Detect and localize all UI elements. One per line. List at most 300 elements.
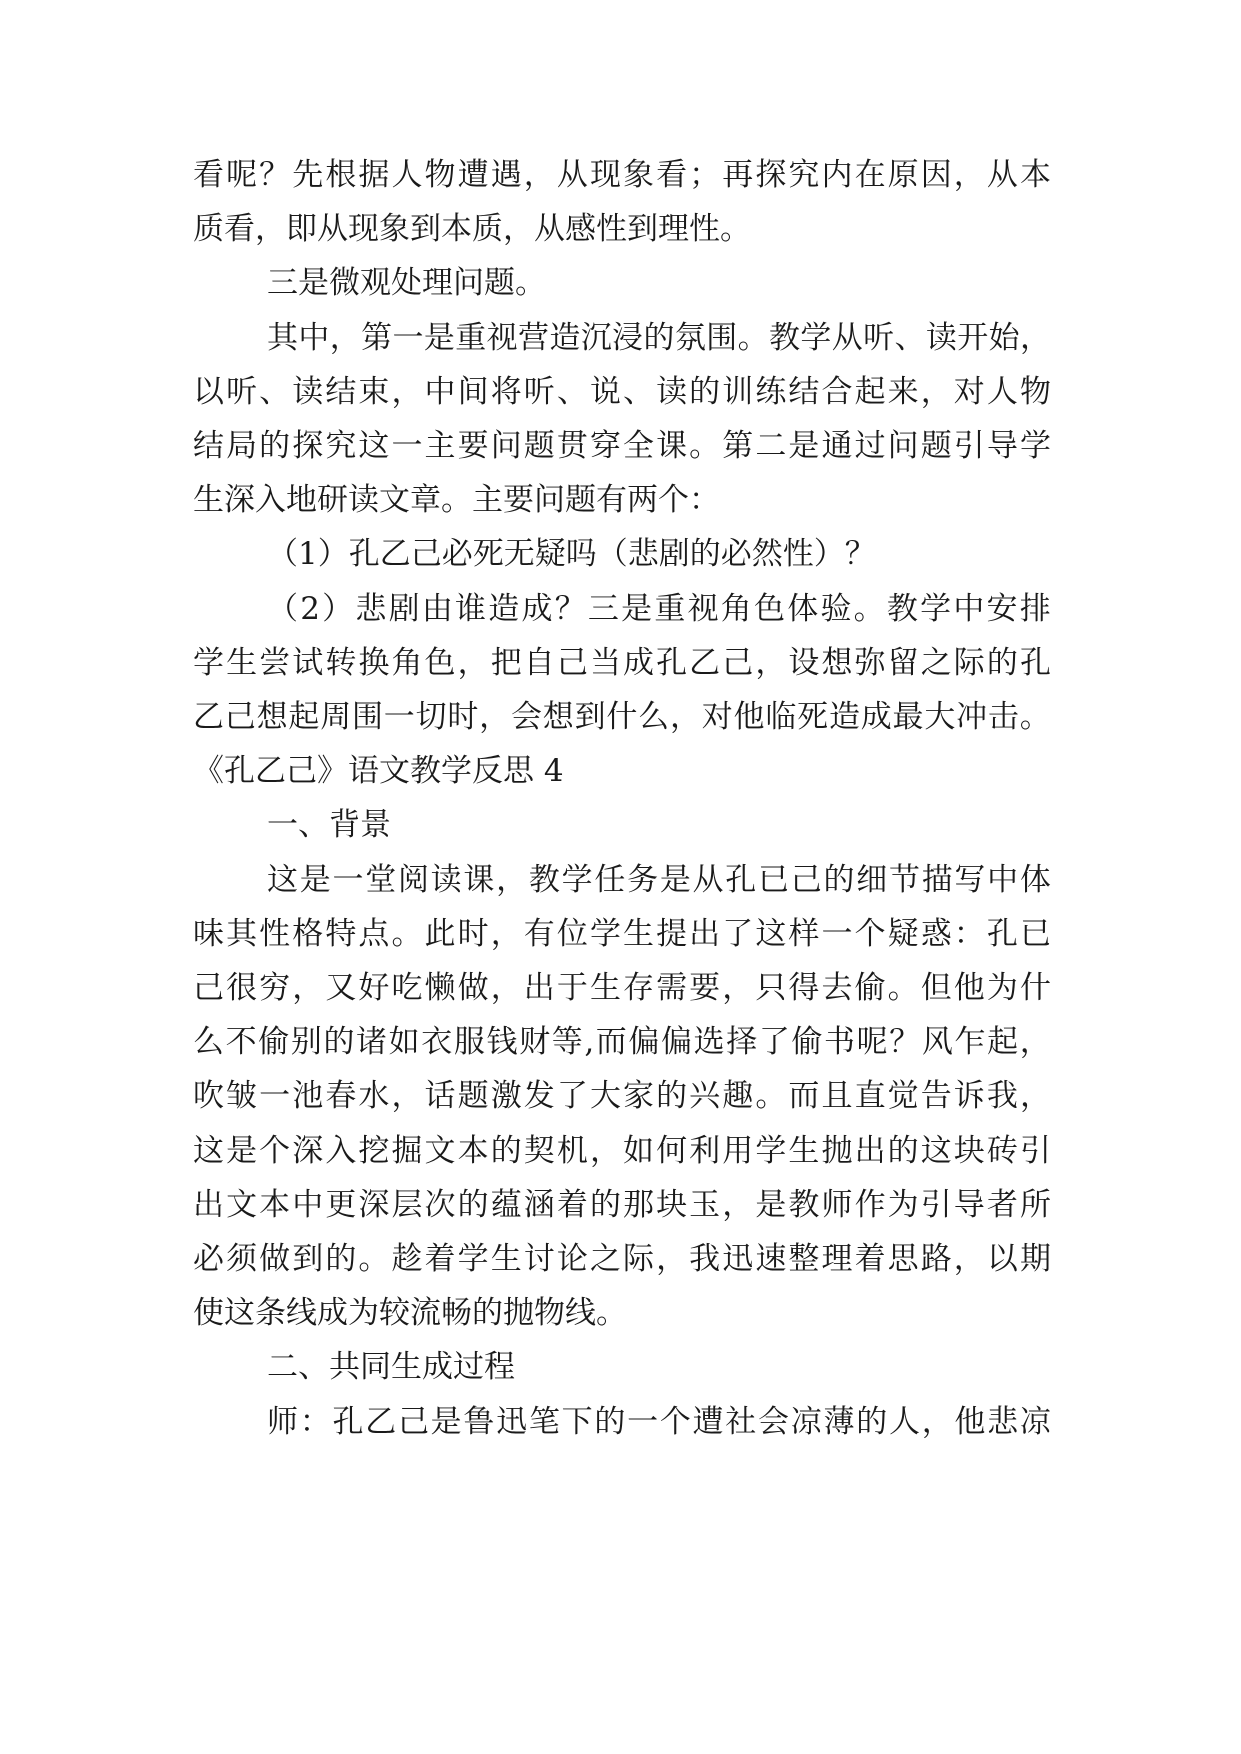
- text-char: 偏: [628, 1024, 660, 1061]
- text-char: 听: [863, 319, 895, 356]
- text-char: ：: [299, 1403, 331, 1440]
- text-char: 凉: [790, 1403, 822, 1440]
- text-char: 须: [226, 1241, 258, 1277]
- text-char: ，: [669, 699, 701, 735]
- text-char: 水: [358, 1078, 390, 1115]
- text-char: 是: [423, 319, 455, 356]
- text-char: 我: [986, 1078, 1018, 1115]
- text-char: ，: [953, 1241, 985, 1277]
- text-char: 引: [1019, 1132, 1051, 1169]
- text-char: 围: [706, 319, 738, 356]
- text-char: 一: [383, 699, 415, 735]
- text-char: 读: [292, 373, 324, 410]
- text-char: 了: [556, 1078, 588, 1115]
- text-char: 角: [391, 644, 423, 681]
- text-line: [193, 1185, 1051, 1225]
- text-char: ，: [1019, 1078, 1051, 1115]
- text-char: 学: [1019, 428, 1051, 464]
- text-char: 引: [920, 1186, 952, 1223]
- text-char: 块: [656, 1186, 688, 1223]
- text-line: [267, 318, 1051, 358]
- text-char: 原: [887, 157, 919, 193]
- text-char: 什: [1019, 970, 1051, 1006]
- text-char: 凉: [1019, 1403, 1051, 1440]
- text-line: 质看，即从现象到本质，从感性到理性。: [193, 211, 751, 248]
- text-char: 别: [290, 1024, 322, 1061]
- text-char: 整: [788, 1241, 820, 1277]
- text-char: 做: [259, 1241, 291, 1277]
- text-char: 。: [1019, 699, 1051, 735]
- text-char: 路: [920, 1241, 952, 1277]
- text-char: 的: [594, 1403, 626, 1440]
- text-char: 题: [523, 428, 555, 464]
- text-char: 对: [953, 373, 985, 410]
- text-char: 是: [430, 1403, 462, 1440]
- text-char: 尝: [259, 644, 291, 681]
- text-char: 成: [860, 699, 892, 735]
- text-char: ，: [722, 1186, 754, 1223]
- text-char: 问: [887, 428, 919, 464]
- text-char: 细: [856, 861, 888, 898]
- text-char: 。: [887, 970, 919, 1006]
- text-char: 大: [589, 1078, 621, 1115]
- text-char: 块: [953, 1132, 985, 1169]
- text-char: 弥: [854, 644, 886, 681]
- text-char: 导: [986, 428, 1018, 464]
- text-char: 特: [325, 915, 357, 952]
- text-char: ，: [921, 1403, 953, 1440]
- text-char: 2: [300, 590, 320, 627]
- text-line: （1）孔乙己必死无疑吗（悲剧的必然性）？: [267, 536, 876, 573]
- text-char: 色: [424, 644, 456, 681]
- text-char: 师: [267, 1403, 298, 1440]
- text-char: 由: [421, 590, 453, 627]
- text-char: 是: [621, 590, 653, 627]
- text-char: ；: [689, 157, 721, 193]
- text-char: 根: [325, 157, 357, 193]
- text-char: 、: [623, 373, 655, 410]
- text-char: 中: [298, 319, 330, 356]
- text-char: 时: [447, 699, 479, 735]
- text-char: 听: [523, 373, 555, 410]
- text-char: 穷: [259, 970, 291, 1006]
- text-char: 味: [193, 915, 224, 952]
- text-line: 生深入地研读文章。主要问题有两个：: [193, 482, 720, 519]
- text-char: 作: [854, 1186, 886, 1223]
- text-line: [267, 589, 1051, 629]
- text-char: 究: [325, 428, 357, 464]
- text-char: 学: [920, 590, 952, 627]
- text-char: 浸: [612, 319, 644, 356]
- text-char: 临: [765, 699, 797, 735]
- text-char: 其: [226, 915, 258, 952]
- text-char: 机: [556, 1132, 588, 1169]
- text-char: 偏: [661, 1024, 692, 1061]
- text-char: 着: [854, 1241, 886, 1277]
- text-char: 等: [551, 1024, 583, 1061]
- text-char: 一: [392, 319, 424, 356]
- text-char: ？: [554, 590, 586, 627]
- text-char: 诉: [953, 1078, 985, 1115]
- text-char: 位: [556, 915, 588, 952]
- text-char: 迅: [496, 1403, 528, 1440]
- text-char: 必: [193, 1241, 224, 1277]
- text-char: 自: [523, 644, 555, 681]
- text-char: 题: [457, 1078, 489, 1115]
- text-char: ，: [479, 699, 511, 735]
- text-char: 想: [542, 699, 574, 735]
- text-char: 这: [920, 1132, 952, 1169]
- text-char: 学: [561, 861, 593, 898]
- text-char: 围: [351, 699, 383, 735]
- text-line: [193, 1076, 1051, 1116]
- text-char: 要: [457, 428, 489, 464]
- text-char: 一: [332, 861, 364, 898]
- text-char: 当: [589, 644, 621, 681]
- text-char: 已: [758, 861, 790, 898]
- text-char: 兴: [689, 1078, 721, 1115]
- text-char: 告: [920, 1078, 952, 1115]
- text-char: 之: [920, 644, 952, 681]
- text-char: 选: [693, 1024, 725, 1061]
- text-char: 内: [821, 157, 853, 193]
- text-char: 会: [758, 1403, 790, 1440]
- text-char: 想: [821, 644, 853, 681]
- text-char: 去: [821, 970, 853, 1006]
- text-char: 结: [193, 428, 224, 464]
- text-char: 看: [193, 157, 224, 193]
- text-char: 遇: [490, 157, 522, 193]
- text-char: 以: [986, 1241, 1018, 1277]
- text-char: 孔: [725, 861, 757, 898]
- text-char: 的: [643, 319, 675, 356]
- text-char: 是: [226, 1132, 258, 1169]
- text-char: 的: [323, 1024, 355, 1061]
- text-char: 。: [358, 1241, 390, 1277]
- text-char: 鲁: [463, 1403, 495, 1440]
- text-char: 现: [589, 157, 621, 193]
- text-char: 三: [587, 590, 619, 627]
- text-char: ，: [722, 970, 754, 1006]
- text-char: 财: [519, 1024, 551, 1061]
- text-char: 这: [755, 915, 787, 952]
- text-char: 是: [659, 861, 691, 898]
- text-char: 生: [623, 915, 655, 952]
- text-char: 他: [733, 699, 765, 735]
- text-char: 何: [656, 1132, 688, 1169]
- text-char: 的: [457, 1186, 489, 1223]
- text-char: 剧: [388, 590, 420, 627]
- text-char: 更: [325, 1186, 357, 1223]
- text-char: 趣: [722, 1078, 754, 1115]
- text-char: 的: [887, 1132, 919, 1169]
- text-char: 物: [1019, 373, 1051, 410]
- text-char: 。: [391, 915, 423, 952]
- text-char: 疑: [887, 915, 919, 952]
- text-char: 视: [687, 590, 719, 627]
- text-char: 乙: [689, 644, 721, 681]
- text-char: 么: [193, 1024, 224, 1061]
- text-char: 学: [193, 644, 224, 681]
- text-char: 春: [325, 1078, 357, 1115]
- text-char: 节: [888, 861, 920, 898]
- text-char: 学: [589, 915, 621, 952]
- text-char: ？: [889, 1024, 921, 1061]
- text-char: 学: [457, 1241, 489, 1277]
- text-char: 利: [689, 1132, 721, 1169]
- text-char: 先: [292, 157, 324, 193]
- text-char: 风: [921, 1024, 953, 1061]
- text-char: 、: [259, 373, 291, 410]
- text-char: 有: [523, 915, 555, 952]
- text-char: 诸: [356, 1024, 388, 1061]
- text-char: 教: [788, 1186, 820, 1223]
- text-char: 从: [986, 157, 1018, 193]
- text-char: 、: [894, 319, 926, 356]
- text-char: 教: [528, 861, 560, 898]
- text-char: 探: [292, 428, 324, 464]
- text-char: 营: [518, 319, 549, 356]
- text-line: [193, 968, 1051, 1008]
- text-char: 一: [821, 915, 853, 952]
- text-char: 掘: [391, 1132, 423, 1169]
- text-char: 际: [623, 1241, 655, 1277]
- text-char: ，: [523, 157, 555, 193]
- text-char: 下: [561, 1403, 593, 1440]
- text-char: 契: [523, 1132, 555, 1169]
- text-char: 存: [623, 970, 655, 1006]
- text-char: 发: [523, 1078, 555, 1115]
- text-char: 出: [523, 970, 555, 1006]
- text-char: 是: [788, 428, 820, 464]
- text-char: 个: [854, 915, 886, 952]
- text-char: 遭: [457, 157, 489, 193]
- text-char: ，: [953, 157, 985, 193]
- text-char: 很: [226, 970, 258, 1006]
- text-char: 写: [954, 861, 986, 898]
- text-char: 击: [987, 699, 1019, 735]
- text-char: 周: [320, 699, 352, 735]
- text-char: 如: [388, 1024, 420, 1061]
- text-char: 结: [325, 373, 357, 410]
- text-char: 的: [325, 1241, 357, 1277]
- text-char: 但: [920, 970, 952, 1006]
- text-char: ，: [1019, 1024, 1051, 1061]
- text-char: 这: [358, 428, 390, 464]
- text-char: 读: [925, 319, 957, 356]
- text-char: 懒: [424, 970, 456, 1006]
- text-char: 孔: [1019, 644, 1051, 681]
- text-char: 造: [549, 319, 581, 356]
- text-char: 提: [656, 915, 688, 952]
- text-char: 样: [788, 915, 820, 952]
- text-char: 视: [486, 319, 518, 356]
- text-line: [193, 426, 1051, 466]
- text-char: 出: [854, 1132, 886, 1169]
- text-char: 体: [1019, 861, 1051, 898]
- text-char: 的: [656, 1078, 688, 1115]
- text-char: 把: [490, 644, 522, 681]
- text-char: 看: [656, 157, 688, 193]
- text-char: 练: [755, 373, 787, 410]
- text-char: 期: [1019, 1241, 1051, 1277]
- text-char: 他: [954, 1403, 986, 1440]
- text-char: 偷: [791, 1024, 823, 1061]
- text-char: 己: [790, 861, 822, 898]
- text-char: 文: [226, 1186, 258, 1223]
- text-char: 那: [623, 1186, 655, 1223]
- text-char: 试: [292, 644, 324, 681]
- text-char: 话: [424, 1078, 456, 1115]
- text-char: 通: [821, 428, 853, 464]
- text-char: 第: [361, 319, 393, 356]
- text-line: [193, 1022, 1051, 1062]
- text-char: 己: [224, 699, 256, 735]
- text-char: ，: [391, 373, 423, 410]
- text-char: 课: [656, 428, 688, 464]
- text-char: 池: [292, 1078, 324, 1115]
- text-char: 挖: [358, 1132, 390, 1169]
- text-line: [193, 372, 1051, 412]
- text-char: 书: [824, 1024, 856, 1061]
- text-char: ，: [391, 1078, 423, 1115]
- text-char: 出: [193, 1186, 224, 1223]
- text-char: 结: [788, 373, 820, 410]
- text-char: 合: [821, 373, 853, 410]
- text-char: 造: [828, 699, 860, 735]
- text-char: 来: [887, 373, 919, 410]
- text-char: （: [267, 590, 298, 627]
- text-char: 中: [424, 373, 456, 410]
- text-char: 际: [953, 644, 985, 681]
- text-char: 者: [986, 1186, 1018, 1223]
- text-char: 人: [986, 373, 1018, 410]
- text-char: 着: [424, 1241, 456, 1277]
- text-char: ，: [656, 1241, 688, 1277]
- text-line: [193, 1239, 1051, 1279]
- text-char: 中: [292, 1186, 324, 1223]
- text-char: 人: [391, 157, 423, 193]
- text-char: 迅: [722, 1241, 754, 1277]
- text-char: 第: [722, 428, 754, 464]
- text-char: 留: [887, 644, 919, 681]
- text-char: 题: [920, 428, 952, 464]
- text-char: 中: [987, 861, 1019, 898]
- text-char: 是: [755, 1186, 787, 1223]
- text-char: 探: [755, 157, 787, 193]
- text-char: 出: [689, 915, 721, 952]
- text-char: 的: [823, 861, 855, 898]
- text-char: 孔: [332, 1403, 364, 1440]
- text-char: 验: [820, 590, 852, 627]
- text-char: 在: [854, 157, 886, 193]
- text-char: 什: [606, 699, 638, 735]
- text-char: 生: [226, 644, 258, 681]
- text-char: 为: [986, 970, 1018, 1006]
- text-char: 课: [463, 861, 495, 898]
- text-char: 色: [754, 590, 786, 627]
- text-char: 学: [800, 319, 832, 356]
- text-char: 从: [692, 861, 724, 898]
- text-line: [193, 155, 1051, 195]
- text-char: 因: [920, 157, 952, 193]
- text-char: 导: [953, 1186, 985, 1223]
- text-char: 再: [722, 157, 754, 193]
- text-char: 玉: [689, 1186, 721, 1223]
- text-char: 本: [259, 1186, 291, 1223]
- text-char: 而: [788, 1078, 820, 1115]
- text-char: 重: [455, 319, 487, 356]
- text-char: 己: [397, 1403, 429, 1440]
- text-char: 始: [988, 319, 1020, 356]
- text-char: 薄: [823, 1403, 855, 1440]
- text-char: 悲: [987, 1403, 1019, 1440]
- text-char: 偷: [854, 970, 886, 1006]
- text-char: 砖: [986, 1132, 1018, 1169]
- text-char: 乍: [954, 1024, 986, 1061]
- text-char: 本: [457, 1132, 489, 1169]
- text-char: 排: [1019, 590, 1051, 627]
- text-char: 安: [986, 590, 1018, 627]
- text-char: 涵: [523, 1186, 555, 1223]
- text-char: 己: [193, 970, 224, 1006]
- text-char: 氛: [674, 319, 706, 356]
- text-line: 使这条线成为较流畅的抛物线。: [193, 1295, 627, 1332]
- text-char: 这: [267, 861, 298, 898]
- text-char: 堂: [365, 861, 397, 898]
- text-char: 大: [924, 699, 956, 735]
- text-char: 沉: [580, 319, 612, 356]
- text-char: 惑: [920, 915, 952, 952]
- text-char: 。: [755, 1078, 787, 1115]
- text-char: 读: [656, 373, 688, 410]
- text-char: 理: [821, 1241, 853, 1277]
- text-char: 过: [854, 428, 886, 464]
- text-char: 所: [1019, 1186, 1051, 1223]
- text-char: 其: [267, 319, 298, 356]
- text-char: 冲: [956, 699, 988, 735]
- text-char: 转: [325, 644, 357, 681]
- text-char: 家: [623, 1078, 655, 1115]
- text-char: 如: [623, 1132, 655, 1169]
- text-char: 贯: [556, 428, 588, 464]
- text-char: 激: [490, 1078, 522, 1115]
- text-char: 且: [821, 1078, 853, 1115]
- text-char: 孔: [986, 915, 1018, 952]
- text-char: 用: [722, 1132, 754, 1169]
- text-char: 于: [556, 970, 588, 1006]
- text-char: 切: [415, 699, 447, 735]
- text-char: 深: [292, 1132, 324, 1169]
- text-char: 造: [488, 590, 520, 627]
- text-char: 。: [689, 428, 721, 464]
- text-char: 吃: [391, 970, 423, 1006]
- text-char: 开: [957, 319, 989, 356]
- text-char: 的: [986, 644, 1018, 681]
- text-char: ：: [953, 915, 985, 952]
- text-char: 起: [288, 699, 320, 735]
- text-char: 角: [720, 590, 752, 627]
- text-line: [267, 860, 1051, 900]
- text-char: 时: [457, 915, 489, 952]
- text-char: 对: [701, 699, 733, 735]
- text-line: 一、背景: [267, 807, 391, 844]
- text-char: 说: [589, 373, 621, 410]
- text-char: 是: [299, 861, 331, 898]
- text-char: 己: [722, 644, 754, 681]
- text-char: 他: [953, 970, 985, 1006]
- text-char: 间: [457, 373, 489, 410]
